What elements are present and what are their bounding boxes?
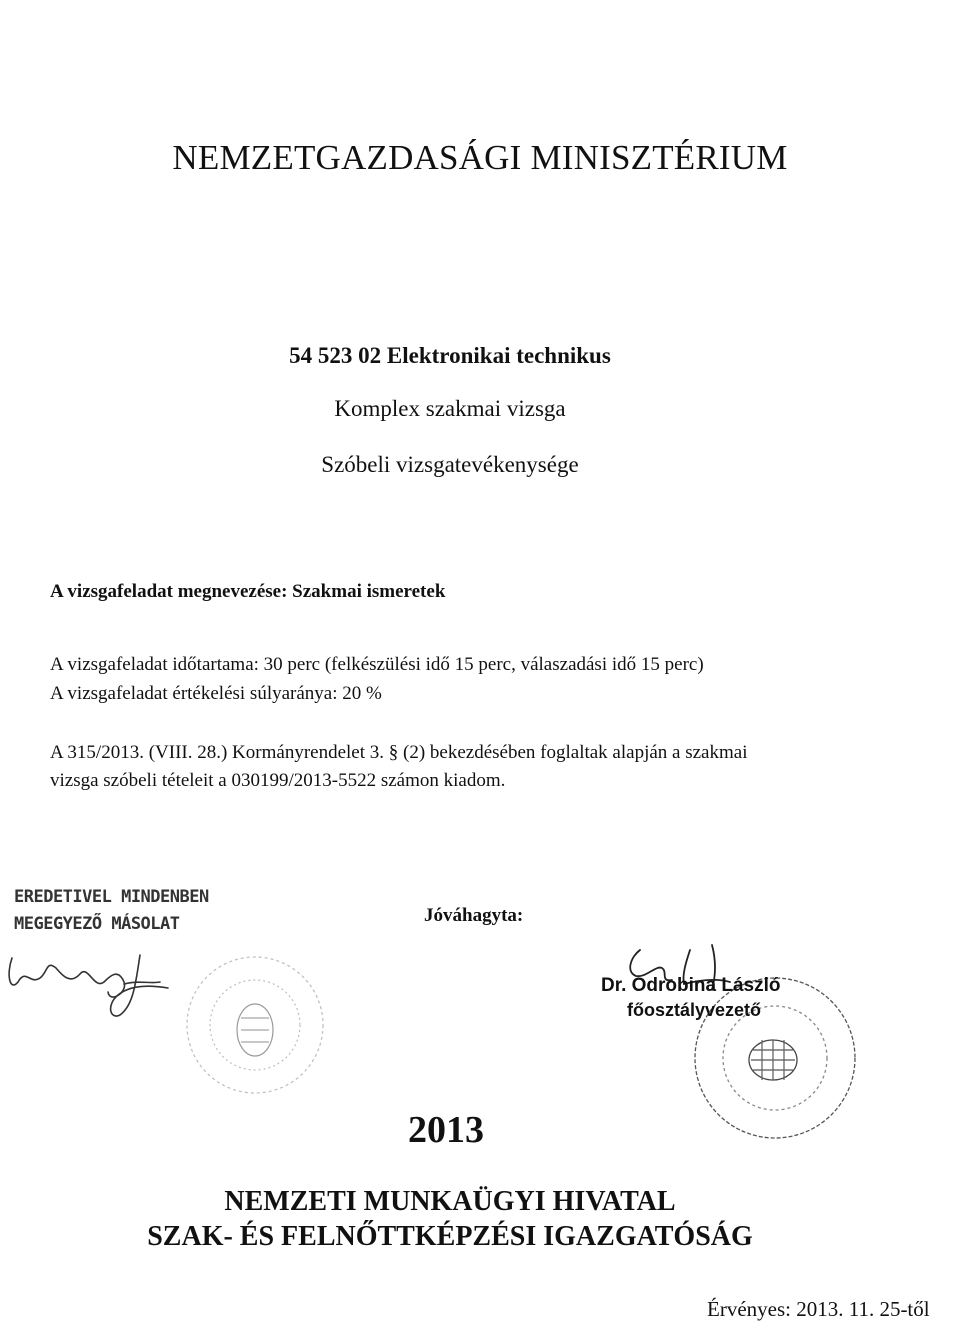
legal-basis-line-2: vizsga szóbeli tételeit a 030199/2013-5522 számon kiadom. [50, 770, 506, 791]
task-duration: A vizsgafeladat időtartama: 30 perc (felkészülési idő 15 perc, válaszadási idő 15 perc) [50, 654, 704, 675]
left-signature [9, 955, 168, 1016]
approved-label: Jóváhagyta: [424, 905, 524, 926]
signer-title: főosztályvezető [627, 1000, 762, 1020]
certified-copy-line-2: MEGEGYEZŐ MÁSOLAT [14, 914, 180, 934]
exam-subject: 54 523 02 Elektronikai technikus [289, 343, 611, 368]
issuer-line-1: NEMZETI MUNKAÜGYI HIVATAL [224, 1186, 676, 1217]
exam-type: Komplex szakmai vizsga [334, 396, 566, 421]
exam-activity: Szóbeli vizsgatevékenysége [321, 452, 579, 477]
certified-copy-stamp [14, 884, 209, 938]
validity-date: Érvényes: 2013. 11. 25-től [707, 1297, 930, 1321]
signer-name: Dr. Odrobina László [601, 975, 781, 996]
document-year: 2013 [408, 1109, 484, 1151]
certified-copy-line-1: EREDETIVEL MINDENBEN [14, 887, 209, 907]
legal-basis-line-1: A 315/2013. (VIII. 28.) Kormányrendelet 3. § (2) bekezdésében foglaltak alapján a szakmai [50, 742, 748, 763]
ministry-heading: NEMZETGAZDASÁGI MINISZTÉRIUM [172, 138, 788, 177]
task-name: A vizsgafeladat megnevezése: Szakmai ismeretek [50, 581, 446, 602]
task-weight: A vizsgafeladat értékelési súlyaránya: 20 % [50, 683, 382, 704]
left-round-stamp [187, 957, 323, 1093]
issuer-line-2: SZAK- ÉS FELNŐTTKÉPZÉSI IGAZGATÓSÁG [147, 1221, 753, 1252]
